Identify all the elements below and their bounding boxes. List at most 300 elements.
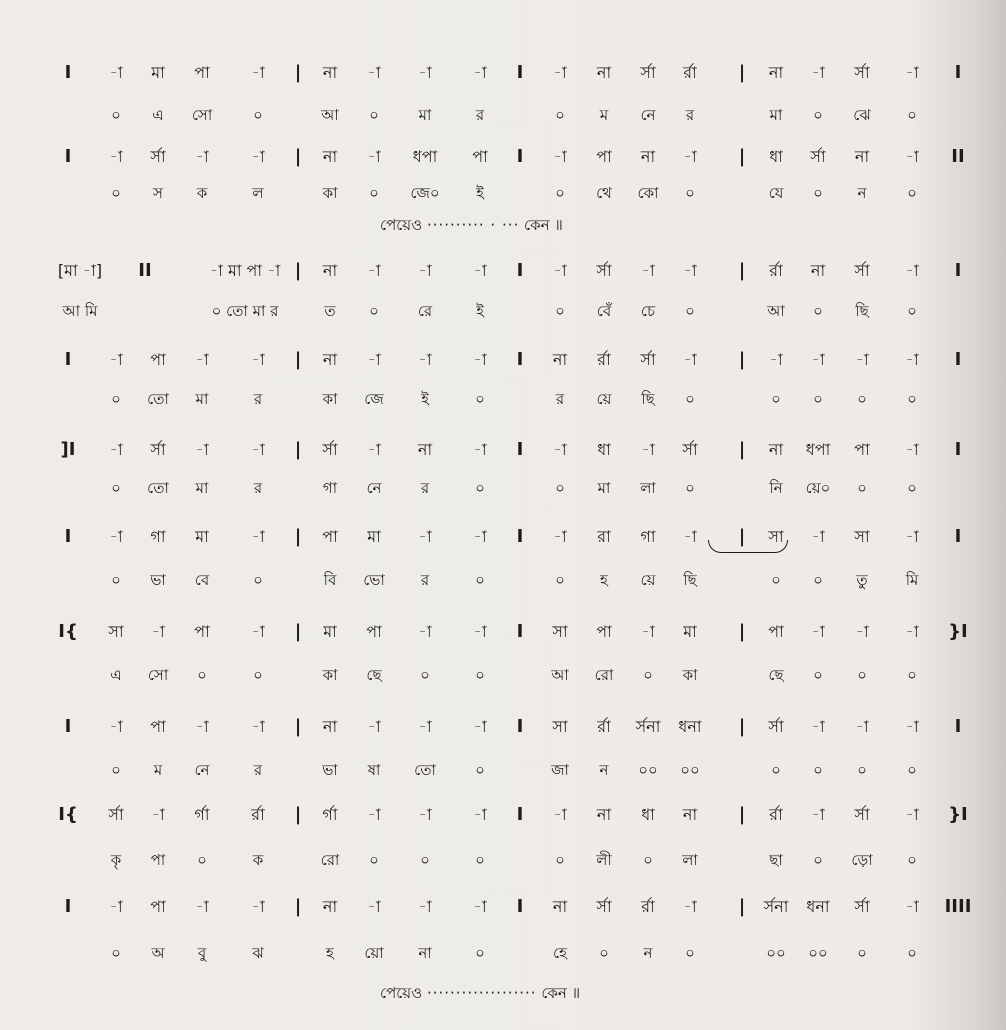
note: র্সা [854,63,870,82]
bar-line: I [516,439,524,460]
note: র্সনা [635,717,661,736]
note: -া [109,717,123,736]
lyric-syllable: ০ [111,184,121,202]
note: -া [905,147,919,166]
note: না [768,440,784,459]
lyric-syllable: ০ [771,390,781,408]
note: -া [109,147,123,166]
note: -া [251,63,265,82]
note: -া [473,440,487,459]
note: র্রা [597,717,611,736]
note: সা [768,527,784,546]
bar-line: | [294,146,302,167]
note: র্রা [769,805,783,824]
notes-row [0,712,1006,742]
lyric-syllable: বেঁ [596,302,612,320]
bar-line: | [294,62,302,83]
lyric-syllable: ০ [111,571,121,589]
note: পা [194,63,210,82]
bar-line: I [516,804,524,825]
lyric-syllable: ন [857,184,867,202]
lyric-syllable: গা [322,479,338,497]
bar-line: | [738,439,746,460]
note: -া [418,63,432,82]
note: -া [905,805,919,824]
bar-line: | [738,349,746,370]
lyric-syllable: ০ [253,571,263,589]
lyric-syllable: লী [596,851,612,869]
note: -া [251,440,265,459]
bar-line: I [516,349,524,370]
note: র্সা [854,261,870,280]
lyric-syllable: কা [322,184,338,202]
note: -া [473,805,487,824]
bar-line: I [516,526,524,547]
note: গা [640,527,656,546]
note: -া [473,717,487,736]
lyric-syllable: ষা [367,761,381,779]
note: পা [596,622,612,641]
note: -া [811,717,825,736]
note: -া [641,261,655,280]
lyric-syllable: ০ [813,571,823,589]
bar-line: I [954,62,962,83]
bar-line: ]I [60,439,76,460]
note: র্সা [854,897,870,916]
note: -া [473,622,487,641]
note: না [552,897,568,916]
lyric-syllable: ০ [555,184,565,202]
note: না [322,147,338,166]
lyric-syllable: য়ে [596,390,612,408]
notes-row [0,800,1006,830]
lyric-syllable: ০ [907,761,917,779]
note: -া [553,63,567,82]
note: -া [195,897,209,916]
note: -া [811,63,825,82]
lyric-syllable: ০ [907,390,917,408]
lyric-syllable: যে [768,184,784,202]
lyric-syllable: ০ [253,106,263,124]
note: -া [251,350,265,369]
lyric-syllable: ০ [857,944,867,962]
lyric-syllable: ভো [363,571,385,589]
note: র্রা [683,63,697,82]
bar-line: }I [948,621,968,642]
note: না [768,63,784,82]
lyric-syllable: ০ [685,944,695,962]
lyric-syllable: ০০ [638,761,658,779]
lyric-syllable: ০ [475,479,485,497]
lyric-syllable: অ [151,944,165,962]
note: -া [151,805,165,824]
bar-line: I [516,621,524,642]
lyric-syllable: পা [150,851,166,869]
lyric-syllable: তো [414,761,436,779]
lyric-syllable: ০ [369,302,379,320]
lyric-syllable: এ [110,666,122,684]
bar-line: | [738,526,746,547]
lyric-syllable: ন [643,944,653,962]
lyric-syllable: মা [195,390,209,408]
lyric-syllable: র [555,390,565,408]
lyric-syllable: ০০ [680,761,700,779]
lyric-syllable: ০ [857,479,867,497]
note: -া [195,147,209,166]
lyric-syllable: ম [599,106,609,124]
refrain-start: পেয়েও [380,984,423,1002]
lyric-syllable: ০ তো মা র [211,302,279,320]
note: র্সা [150,440,166,459]
bar-line: I [516,896,524,917]
note: -া [367,805,381,824]
lyric-syllable: র [420,479,430,497]
bar-line: | [738,716,746,737]
note: -া [905,897,919,916]
lyric-syllable: রো [320,851,340,869]
notes-row [0,892,1006,922]
note: পা [150,717,166,736]
lyric-syllable: লা [640,479,656,497]
note: -া [367,147,381,166]
lyric-syllable: ন [599,761,609,779]
notes-row [0,435,1006,465]
lyric-syllable: ০ [685,184,695,202]
note: -া [473,261,487,280]
note: ধা [769,147,783,166]
lyric-syllable: ০ [813,666,823,684]
note: -া [683,897,697,916]
lyric-syllable: মা [769,106,783,124]
lyric-syllable: ল [252,184,264,202]
lyric-syllable: ০০ [808,944,828,962]
note: মা [195,527,209,546]
note: -া [855,350,869,369]
bar-line: | [294,526,302,547]
note: র্রা [641,897,655,916]
lyrics-row [0,938,1006,968]
lyric-syllable: আ [551,666,569,684]
lyric-syllable: ০ [813,302,823,320]
note: র্সা [596,261,612,280]
lyric-syllable: ০ [475,571,485,589]
note: না [322,897,338,916]
note: মা [683,622,697,641]
note: -া [418,622,432,641]
bar-line: I [954,716,962,737]
lyric-syllable: ০ [555,571,565,589]
lyrics-row [0,660,1006,690]
lyric-syllable: ০ [857,390,867,408]
note: -া [473,527,487,546]
lyric-syllable: ০ [197,666,207,684]
refrain-dots: ·········· · ··· [426,216,520,234]
note: -া [109,63,123,82]
lyric-syllable: ০ [813,106,823,124]
note: র্সা [322,440,338,459]
bar-line: I [64,62,72,83]
note: র্সা [768,717,784,736]
note: গা [150,527,166,546]
note: -া [905,440,919,459]
note: না [682,805,698,824]
lyric-syllable: ০ [907,851,917,869]
note: র্গা [194,805,210,824]
lyric-syllable: মা [597,479,611,497]
lyrics-row [0,845,1006,875]
bar-line: I{ [58,804,78,825]
lyric-syllable: ০ [907,184,917,202]
lyric-syllable: নি [769,479,783,497]
note: ধা [597,440,611,459]
lyric-syllable: নে [366,479,382,497]
lyric-syllable: ছি [683,571,697,589]
note: -া [683,261,697,280]
note: সা [552,622,568,641]
lyric-syllable: ০ [111,944,121,962]
note: পা [472,147,488,166]
bar-line: I [954,349,962,370]
note: -া [553,147,567,166]
lyric-syllable: র [253,479,263,497]
lyric-syllable: নে [194,761,210,779]
note: র্সা [682,440,698,459]
note: -া [418,527,432,546]
lyric-syllable: বি [323,571,337,589]
slur-mark [708,540,788,553]
lyric-syllable: মা [195,479,209,497]
note: -া [251,527,265,546]
lyric-syllable: ০ [643,666,653,684]
bar-line: I [954,439,962,460]
lyric-syllable: ০ [197,851,207,869]
note: -া [473,897,487,916]
lyric-syllable: মা [418,106,432,124]
note: -া [109,897,123,916]
lyric-syllable: কা [322,666,338,684]
lyric-syllable: ক [196,184,208,202]
lyrics-row [0,473,1006,503]
bar-line: II [951,146,965,167]
lyric-syllable: ক [252,851,264,869]
note: [মা -া] [57,261,103,280]
lyric-syllable: কা [682,666,698,684]
note: না [552,350,568,369]
lyric-syllable: ০ [907,944,917,962]
lyric-syllable: ০ [253,666,263,684]
lyric-syllable: ০ [555,851,565,869]
note: -া [811,350,825,369]
lyric-syllable: ছি [855,302,869,320]
note: পা [194,622,210,641]
note: না [596,805,612,824]
lyric-syllable: ০ [813,390,823,408]
note: ধনা [678,717,702,736]
note: পা [366,622,382,641]
note: -া [905,261,919,280]
lyrics-row [0,565,1006,595]
bar-line: I [516,716,524,737]
bar-line: I [64,526,72,547]
note: -া [473,63,487,82]
lyric-syllable: ০ [555,106,565,124]
lyrics-row [0,755,1006,785]
lyric-syllable: ০ [907,666,917,684]
lyric-syllable: না [418,944,432,962]
note: -া [251,622,265,641]
lyric-syllable: ০ [771,761,781,779]
lyric-syllable: রে [417,302,433,320]
lyric-syllable: আ [321,106,339,124]
note: -া [811,622,825,641]
lyric-syllable: ০ [111,106,121,124]
note: পা [596,147,612,166]
lyric-syllable: ০ [369,106,379,124]
note: -া [195,440,209,459]
note: -া [418,717,432,736]
note: -া [553,440,567,459]
note: -া [109,440,123,459]
lyric-syllable: র [420,571,430,589]
note: -া [769,350,783,369]
notes-row [0,522,1006,552]
note: -া [905,63,919,82]
note: -া মা পা -া [209,261,281,280]
lyric-syllable: ০ [907,106,917,124]
lyric-syllable: ত [324,302,336,320]
lyric-syllable: ছে [366,666,382,684]
bar-line: I [64,146,72,167]
note: -া [811,527,825,546]
note: র্গা [322,805,338,824]
lyric-syllable: ০ [907,302,917,320]
note: -া [553,261,567,280]
lyric-syllable: ০ [685,302,695,320]
note: -া [553,527,567,546]
lyric-syllable: তু [856,571,868,589]
note: না [810,261,826,280]
bar-line: | [294,349,302,370]
lyric-syllable: স [153,184,163,202]
note: -া [683,350,697,369]
lyric-syllable: র [253,390,263,408]
bar-line: | [738,804,746,825]
lyric-syllable: ০ [475,666,485,684]
notes-row [0,142,1006,172]
lyric-syllable: হ [326,944,334,962]
lyric-syllable: রো [594,666,614,684]
notes-row [0,345,1006,375]
lyric-syllable: ০ [475,944,485,962]
lyric-syllable: হে [553,944,567,962]
notes-row [0,256,1006,286]
lyric-syllable: থে [596,184,612,202]
lyric-syllable: কা [322,390,338,408]
bar-line: | [294,896,302,917]
note: ধনা [806,897,830,916]
note: -া [905,717,919,736]
bar-line: I [64,716,72,737]
lyric-syllable: য়ে০ [805,479,831,497]
bar-line: | [738,62,746,83]
lyric-syllable: ০ [857,666,867,684]
lyric-syllable: ০ [813,184,823,202]
lyric-syllable: ম [153,761,163,779]
note: -া [418,897,432,916]
lyric-syllable: ০ [907,479,917,497]
lyric-syllable: ০ [555,302,565,320]
note: -া [473,350,487,369]
lyric-syllable: ০০ [766,944,786,962]
note: -া [905,350,919,369]
bar-line: | [738,260,746,281]
note: র্সা [596,897,612,916]
lyrics-row [0,100,1006,130]
lyric-syllable: ভা [322,761,338,779]
lyric-syllable: কৃ [110,851,122,869]
lyric-syllable: ০ [555,479,565,497]
lyric-syllable: ০ [813,761,823,779]
lyric-syllable: ০ [685,479,695,497]
lyrics-row [0,384,1006,414]
lyric-syllable: বে [194,571,210,589]
note: -া [109,527,123,546]
lyric-syllable: ০ [111,390,121,408]
lyric-syllable: এ [152,106,164,124]
note: সা [108,622,124,641]
note: -া [251,147,265,166]
bar-line: | [294,439,302,460]
bar-line: | [738,621,746,642]
lyric-syllable: আ মি [62,302,98,320]
bar-line: | [294,621,302,642]
lyric-syllable: ০ [475,390,485,408]
bar-line: }I [948,804,968,825]
lyric-syllable: ০ [599,944,609,962]
note: না [640,147,656,166]
note: র্সা [108,805,124,824]
note: -া [367,350,381,369]
note: না [322,63,338,82]
note: -া [367,440,381,459]
note: মা [367,527,381,546]
lyric-syllable: ০ [111,479,121,497]
note: র্রা [769,261,783,280]
note: -া [367,717,381,736]
lyric-syllable: ০ [369,184,379,202]
lyrics-row [0,296,1006,326]
lyric-syllable: জে০ [410,184,440,202]
notes-row [0,617,1006,647]
note: না [322,261,338,280]
note: সা [854,527,870,546]
bar-line: | [738,146,746,167]
note: ধপা [412,147,438,166]
lyric-syllable: তো [147,390,169,408]
lyric-syllable: ই [476,302,484,320]
lyric-syllable: ০ [643,851,653,869]
lyric-syllable: ০ [369,851,379,869]
note: সা [552,717,568,736]
lyric-syllable: ঝে [853,106,871,124]
lyric-syllable: ০ [420,851,430,869]
lyric-syllable: জা [551,761,569,779]
note: র্সা [854,805,870,824]
note: মা [151,63,165,82]
bar-line: I [516,62,524,83]
bar-line: | [294,804,302,825]
note: র্সা [150,147,166,166]
